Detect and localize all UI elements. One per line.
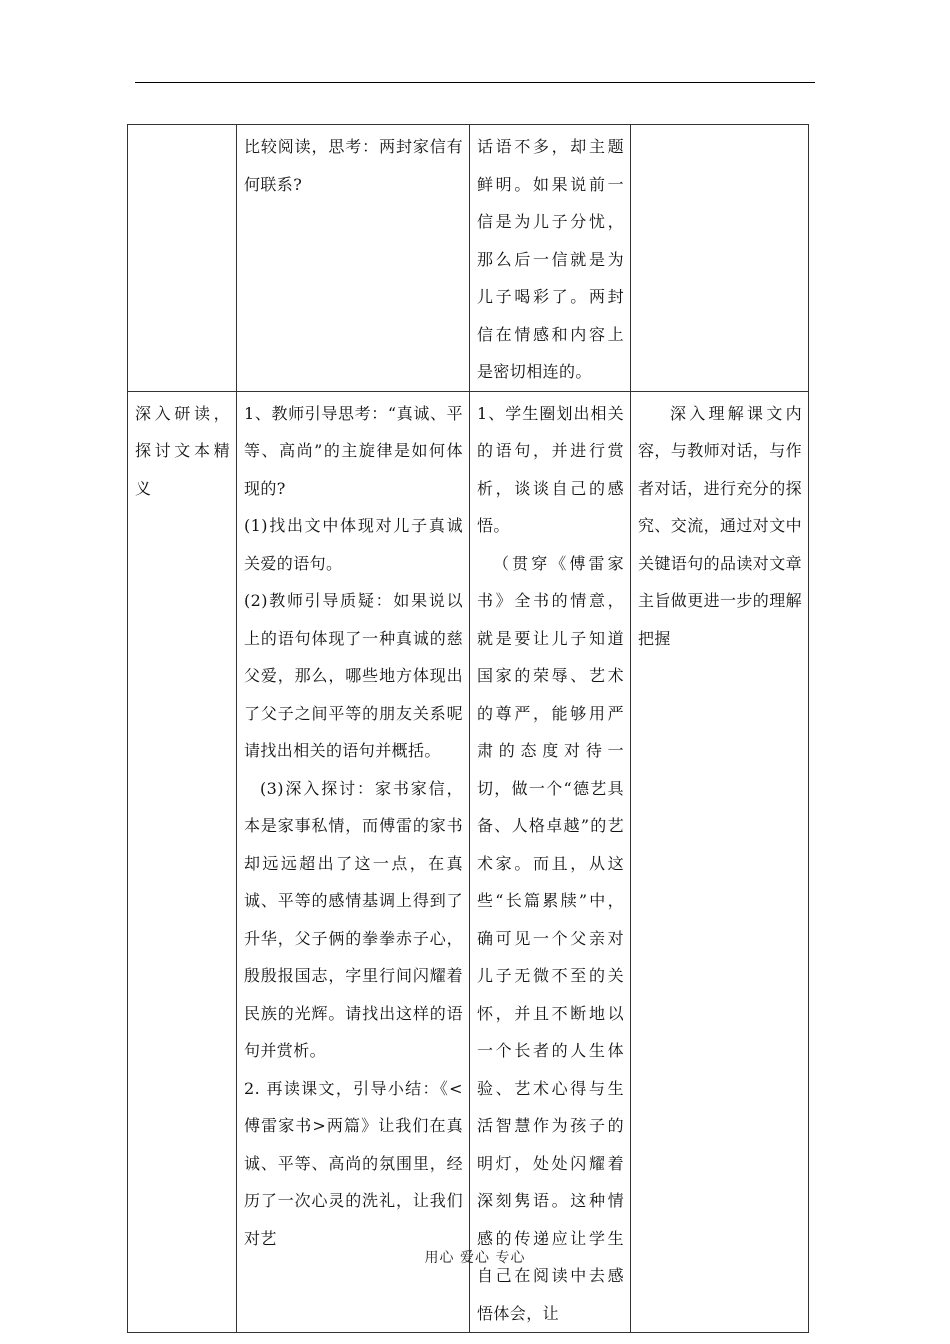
student-activity-para: （贯穿《傅雷家书》全书的情意，就是要让儿子知道国家的荣辱、艺术的尊严，能够用严肃的态度对待一切，做一个“德艺具备、人格卓越”的艺术家。而且，从这些“长篇累牍”中，确可见一个父亲对儿子无微不至的关怀，并且不断地以一个长者的人生体验、艺术心得与生活智慧作为孩子的明灯，处处闪耀着深刻隽语。这种情感的传递应让学生自己在阅读中去感悟体会，让	[477, 553, 624, 1323]
header-rule	[135, 82, 815, 83]
student-activity-cell	[470, 391, 631, 1333]
teacher-activity-para: (2)教师引导质疑：如果说以上的语句体现了一种真诚的慈父爱，那么，哪些地方体现出了父子之间平等的朋友关系呢 请找出相关的语句并概括。	[244, 591, 469, 760]
teacher-activity-cell	[237, 125, 470, 392]
design-intent-cell	[631, 125, 809, 392]
design-intent-para: 深入理解课文内容，与教师对话，与作者对话，进行充分的探究、交流，通过对文中关键语句的品读对文章主旨做更进一步的理解把握	[638, 403, 803, 648]
stage-cell	[128, 125, 237, 392]
table-row	[128, 125, 809, 392]
stage-cell	[128, 391, 237, 1333]
teacher-activity-para: 1、教师引导思考：“真诚、平等、高尚”的主旋律是如何体现的?	[244, 403, 463, 498]
student-activity-para: 1、学生圈划出相关的语句，并进行赏析，谈谈自己的感悟。	[477, 403, 624, 535]
teacher-activity-para: (3)深入探讨：家书家信，本是家事私情，而傅雷的家书却远远超出了这一点，在真诚、平等的感情基调上得到了升华，父子俩的拳拳赤子心，殷殷报国志，字里行间闪耀着民族的光辉。请找出这样的语句并赏析。	[244, 778, 463, 1060]
table-row	[128, 391, 809, 1333]
lesson-plan-table	[127, 124, 809, 1333]
teacher-activity-para: (1)找出文中体现对儿子真诚关爱的语句。	[244, 516, 463, 573]
teacher-activity-para: 比较阅读，思考：两封家信有何联系?	[244, 137, 463, 194]
page-footer: 用心 爱心 专心	[424, 1250, 526, 1266]
student-activity-para: 话语不多，却主题鲜明。如果说前一信是为儿子分忧，那么后一信就是为儿子喝彩了。两封信在情感和内容上是密切相连的。	[477, 137, 624, 381]
teacher-activity-cell	[237, 391, 470, 1333]
design-intent-cell	[631, 391, 809, 1333]
teacher-activity-para: 2. 再读课文，引导小结：《<傅雷家书>两篇》让我们在真诚、平等、高尚的氛围里，经历了一次心灵的洗礼，让我们对艺	[244, 1078, 463, 1248]
student-activity-cell	[470, 125, 631, 392]
stage-text: 深入研读，探讨文本精义	[135, 403, 230, 498]
